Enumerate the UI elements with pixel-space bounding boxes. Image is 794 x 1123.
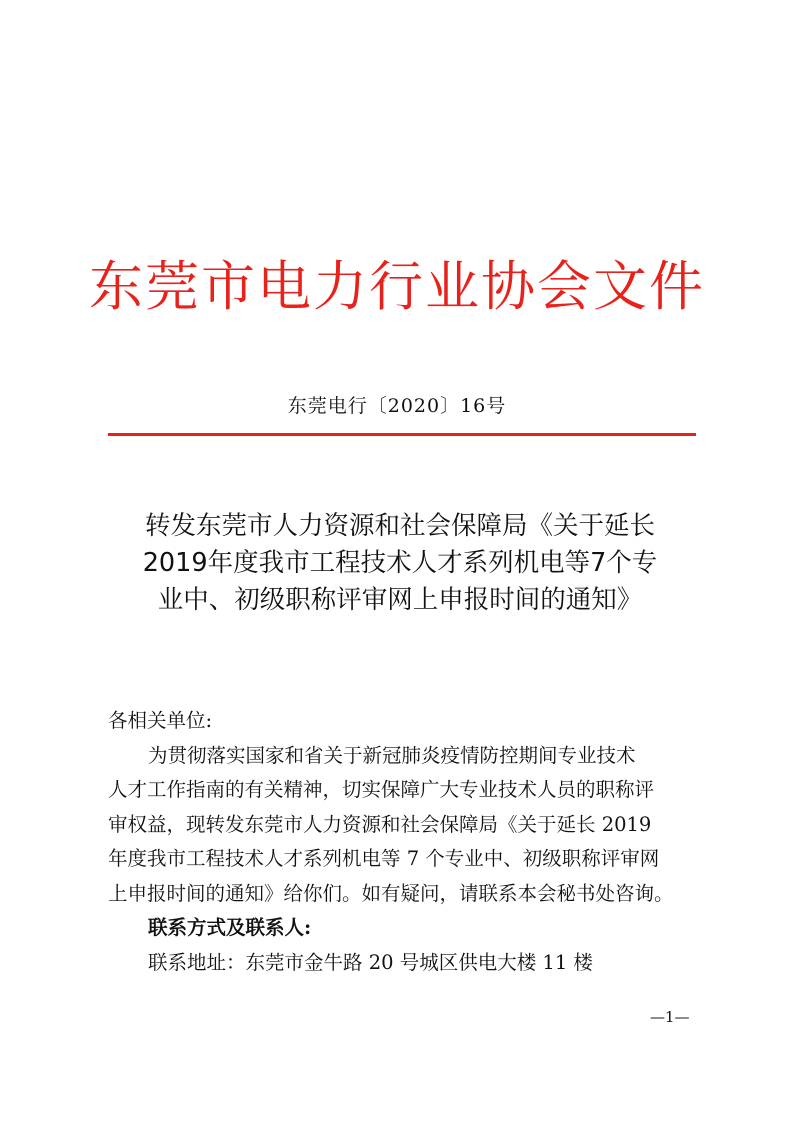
- contact-heading: 联系方式及联系人:: [148, 916, 312, 939]
- contact-address: 联系地址：东莞市金牛路 20 号城区供电大楼 11 楼: [148, 950, 593, 974]
- document-body: [108, 704, 698, 980]
- title-line: 业中、初级职称评审网上申报时间的通知》: [157, 585, 643, 615]
- document-title: [95, 508, 705, 619]
- red-divider-line: [108, 433, 696, 436]
- paragraph-line: 年度我市工程技术人才系列机电等 7 个专业中、初级职称评审网: [108, 847, 660, 870]
- salutation: 各相关单位:: [108, 709, 213, 732]
- title-line: 2019年度我市工程技术人才系列机电等7个专: [142, 548, 658, 578]
- title-line: 转发东莞市人力资源和社会保障局《关于延长: [144, 511, 655, 541]
- paragraph-line: 人才工作指南的有关精神，切实保障广大专业技术人员的职称评: [108, 778, 655, 801]
- paragraph-line: 为贯彻落实国家和省关于新冠肺炎疫情防控期间专业技术: [148, 743, 636, 767]
- page-number: —1—: [650, 1008, 690, 1026]
- paragraph-line: 审权益，现转发东莞市人力资源和社会保障局《关于延长 2019: [108, 812, 652, 836]
- document-number: 东莞电行〔2020〕16号: [287, 395, 507, 417]
- paragraph-line: 上申报时间的通知》给你们。如有疑问，请联系本会秘书处咨询。: [108, 881, 674, 905]
- org-header-title: 东莞市电力行业协会文件: [89, 255, 705, 318]
